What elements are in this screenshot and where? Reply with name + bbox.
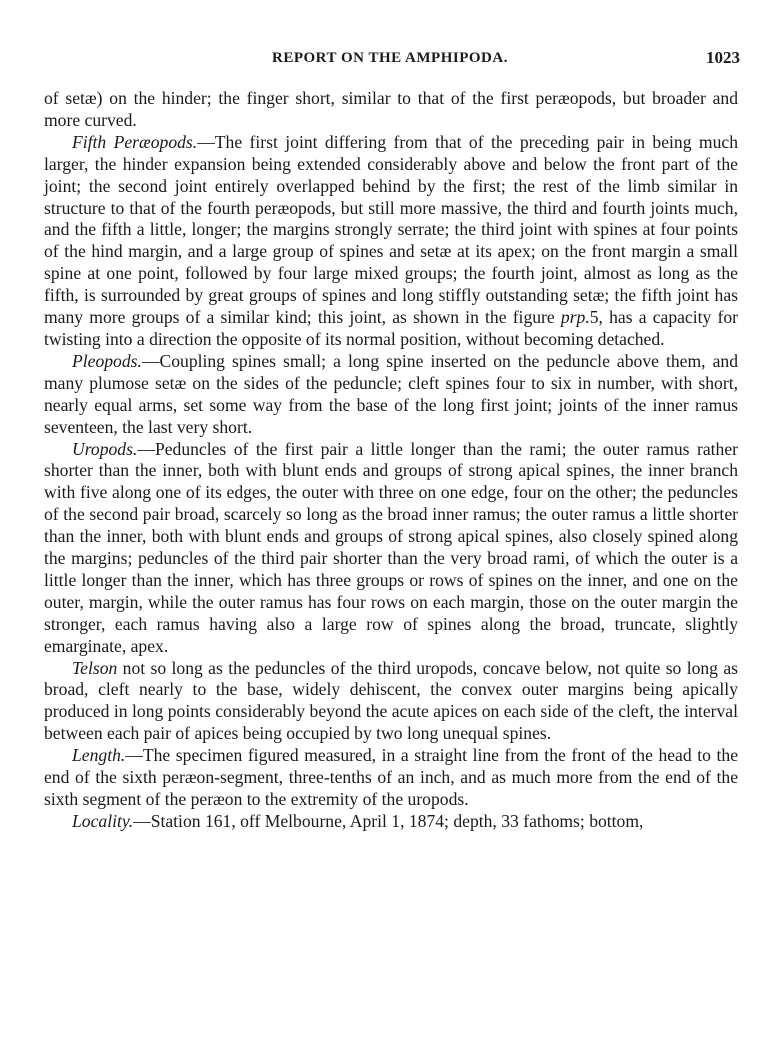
paragraph-text: not so long as the peduncles of the third uropods, concave below, not quite so long as broad, cleft nearly to the base, widely dehiscent, the convex outer margins being apically produced in long points considerably beyond the acute apices on each side of the cleft, the interval between each pair of apices being occupied by two long unequal spines. xyxy=(44,657,738,744)
paragraph-heading: Locality. xyxy=(72,810,134,831)
body-text xyxy=(44,88,738,833)
paragraph-fifth-pereopods xyxy=(44,132,738,351)
paragraph-text: —Peduncles of the first pair a little longer than the rami; the outer ramus rather shorter than the inner, both with blunt ends and groups of strong apical spines, the inner branch with five along one of its edges, the outer with three on one edge, four on the other; the peduncles of the second pair broad, scarcely so long as the broad inner ramus; the outer ramus a little shorter than the inner, both with blunt ends and groups of strong apical spines, also closely spined along the margins; peduncles of the third pair shorter than the very broad rami, of which the outer is a little longer than the inner, which has three groups or rows of spines on the inner, and one on the outer, margin, while the outer ramus has four rows on each margin, those on the outer margin the stronger, each ramus having also a large row of spines along the broad, truncate, slightly emarginate, apex. xyxy=(44,438,738,656)
paragraph-heading: Uropods. xyxy=(72,438,138,459)
paragraph-heading: Telson xyxy=(72,657,118,678)
paragraph-uropods xyxy=(44,439,738,658)
running-title: REPORT ON THE AMPHIPODA. xyxy=(272,50,508,66)
paragraph-locality xyxy=(44,811,738,833)
paragraph-pleopods xyxy=(44,351,738,439)
page-header xyxy=(40,48,740,74)
paragraph-heading: Fifth Peræopods. xyxy=(72,131,198,152)
paragraph-text: of setæ) on the hinder; the finger short, similar to that of the first peræopods, but broader and more curved. xyxy=(44,88,738,130)
paragraph-text: —Coupling spines small; a long spine inserted on the peduncle above them, and many plumose setæ on the sides of the peduncle; cleft spines four to six in number, with short, nearly equal arms, set some way from the base of the long first joint; joints of the inner ramus seventeen, the last very short. xyxy=(44,350,738,437)
figure-reference: prp. xyxy=(560,307,590,328)
paragraph-telson xyxy=(44,658,738,746)
page-number: 1023 xyxy=(706,48,740,67)
paragraph-continuation xyxy=(44,88,738,132)
paragraph-text: —The first joint differing from that of the preceding pair in being much larger, the hinder expansion being extended considerably above and below the front part of the joint; the second joint entirely overlapped behind by the first; the rest of the limb similar in structure to that of the fourth peræopods, but still more massive, the third and fourth joints much, and the fifth a little, longer; the margins strongly serrate; the third joint with spines at four points of the hind margin, and a large group of spines and setæ at its apex; on the front margin a small spine at one point, followed by four large mixed groups; the fourth joint, almost as long as the fifth, is surrounded by great groups of spines and long stiffly outstanding setæ; the fifth joint has many more groups of a similar kind; this joint, as shown in the figure xyxy=(44,131,738,328)
paragraph-heading: Pleopods. xyxy=(72,350,142,371)
paragraph-text-continued: 5, has a capacity for twisting into a direction the opposite of its normal position, without becoming detached. xyxy=(44,307,738,349)
paragraph-length xyxy=(44,745,738,811)
paragraph-text: —The specimen figured measured, in a straight line from the front of the head to the end of the sixth peræon-segment, three-tenths of an inch, and as much more from the end of the sixth segment of the peræon to the extremity of the uropods. xyxy=(44,745,738,809)
paragraph-heading: Length. xyxy=(72,745,126,766)
paragraph-text: —Station 161, off Melbourne, April 1, 1874; depth, 33 fathoms; bottom, xyxy=(133,810,644,831)
